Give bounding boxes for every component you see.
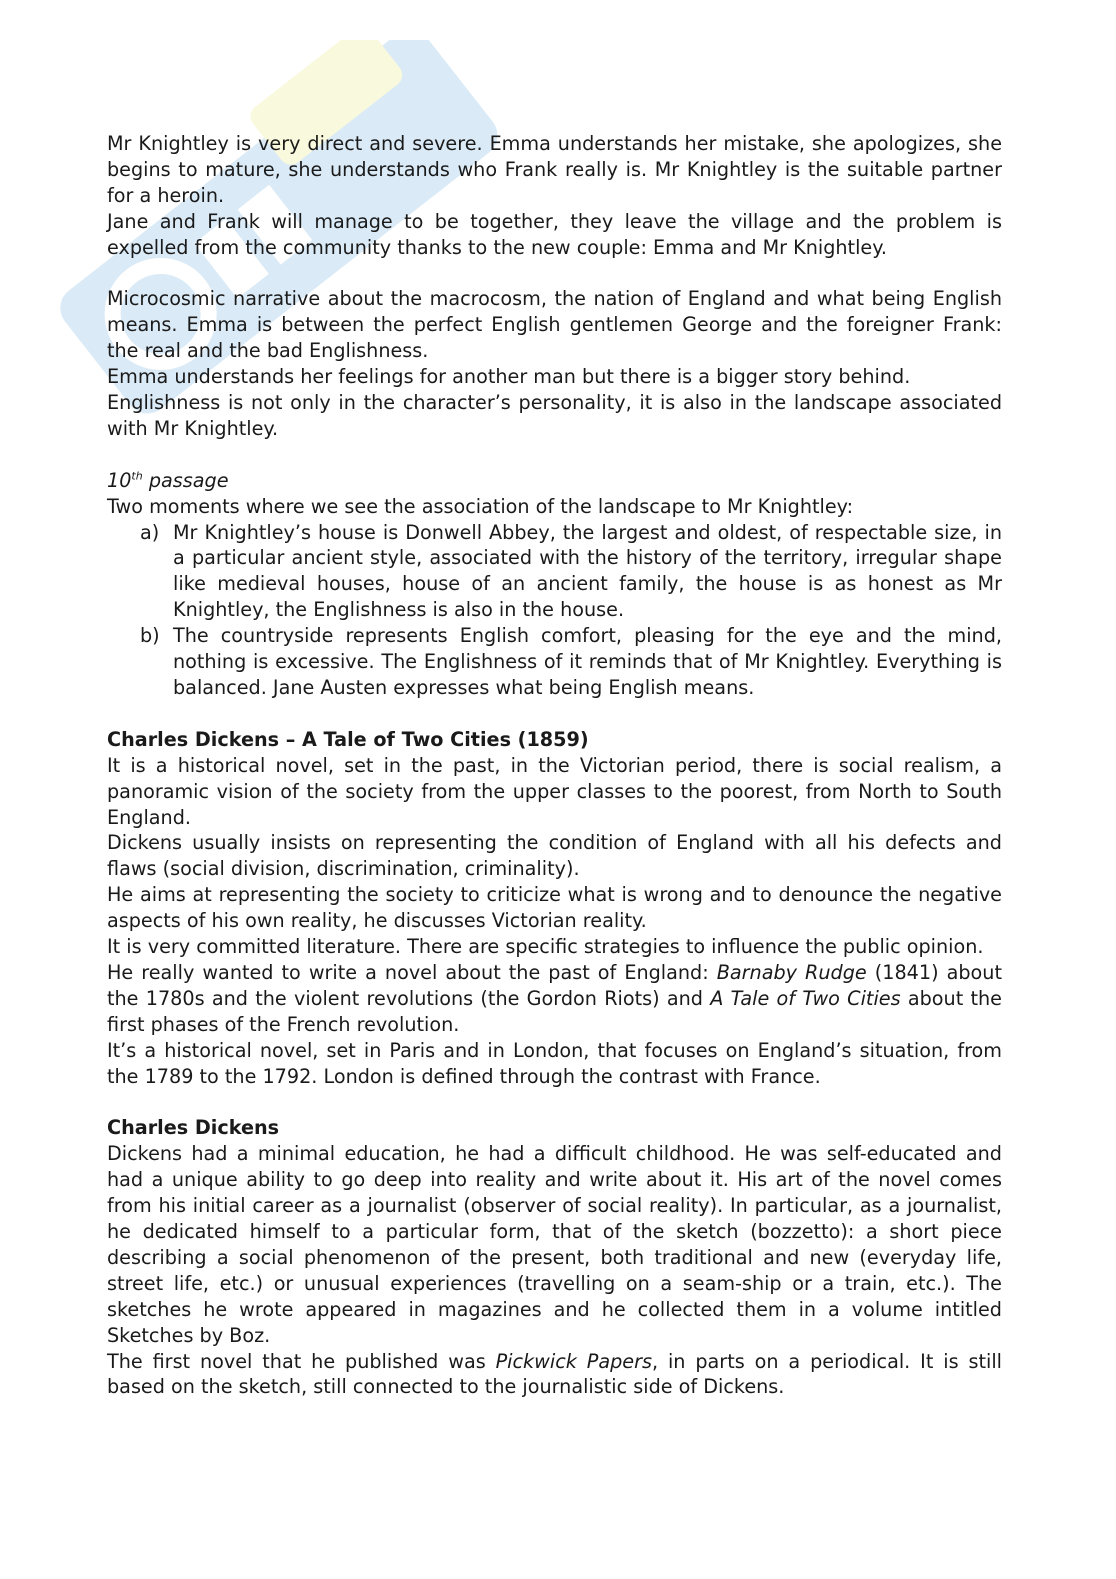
tale-paragraph-1: It is a historical novel, set in the past, in the Victorian period, there is social realism, a panoramic vision of the society from the upper classes to the poorest, from North to South England. bbox=[107, 753, 1002, 829]
tale-paragraph-5 bbox=[107, 960, 1002, 1038]
passage-subheading bbox=[107, 468, 1002, 494]
tale-paragraph-2: Dickens usually insists on representing the condition of England with all his defects and flaws (social division, discrimination, criminality). bbox=[107, 831, 1002, 881]
passage-number: 10 bbox=[107, 468, 132, 492]
passage-intro: Two moments where we see the association of the landscape to Mr Knightley: bbox=[107, 494, 854, 518]
list-item-text: Mr Knightley’s house is Donwell Abbey, the largest and oldest, of respectable size, in a particular ancient style, associated with the history of the territory, irregular shape like medieval houses, house of an ancient family, the house is as honest as Mr Knightley, the Englishness is also in the house. bbox=[173, 520, 1002, 622]
bio-p2-text-a: The first novel that he published was bbox=[107, 1349, 496, 1373]
title-pickwick-papers: Pickwick Papers bbox=[495, 1349, 652, 1373]
title-barnaby-rudge: Barnaby Rudge bbox=[716, 960, 867, 984]
emma-paragraph-3: Microcosmic narrative about the macrocosm, the nation of England and what being English means. Emma is between the perfect English gentlemen George and the foreigner Frank: the real and the bad Englishness. bbox=[107, 287, 1002, 363]
tale-p5-text-b: (1841) about the 1780s and the violent revolutions (the Gordon Riots) and bbox=[107, 960, 1002, 1010]
bio-paragraph-2 bbox=[107, 1349, 1002, 1401]
bio-p2-text-b: , in parts on a periodical. It is still based on the sketch, still connected to the journalistic side of Dickens. bbox=[107, 1349, 1003, 1399]
passage-list bbox=[107, 520, 1002, 701]
list-marker: a) bbox=[140, 520, 160, 544]
tale-paragraph-6: It’s a historical novel, set in Paris and in London, that focuses on England’s situation, from the 1789 to the 1792. London is defined through the contrast with France. bbox=[107, 1038, 1002, 1088]
list-item bbox=[107, 520, 1002, 624]
list-item bbox=[107, 623, 1002, 701]
list-marker: b) bbox=[140, 624, 160, 648]
tale-p5-text-a: He really wanted to write a novel about the past of England: bbox=[107, 960, 717, 984]
document-page bbox=[107, 131, 1002, 1400]
tale-heading: Charles Dickens – A Tale of Two Cities (1859) bbox=[107, 727, 589, 751]
tale-p5-text-c: about the first phases of the French revolution. bbox=[107, 986, 1002, 1036]
tale-paragraph-4: It is very committed literature. There are specific strategies to influence the public opinion. bbox=[107, 935, 984, 959]
emma-paragraph-5: Englishness is not only in the character’s personality, it is also in the landscape associated with Mr Knightley. bbox=[107, 391, 1002, 440]
emma-paragraph-2: Jane and Frank will manage to be together, they leave the village and the problem is expelled from the community thanks to the new couple: Emma and Mr Knightley. bbox=[107, 209, 1002, 259]
passage-ordinal-suffix: th bbox=[131, 469, 143, 483]
tale-paragraph-3: He aims at representing the society to criticize what is wrong and to denounce the negative aspects of his own reality, he discusses Victorian reality. bbox=[107, 883, 1002, 933]
title-tale-of-two-cities: A Tale of Two Cities bbox=[710, 986, 901, 1010]
emma-paragraph-1: Mr Knightley is very direct and severe. Emma understands her mistake, she apologizes, she begins to mature, she understands who Frank really is. Mr Knightley is the suitable partner for a heroin. bbox=[107, 132, 1002, 207]
emma-paragraph-4: Emma understands her feelings for another man but there is a bigger story behind. bbox=[107, 365, 911, 389]
passage-label: passage bbox=[148, 468, 229, 492]
list-item-text: The countryside represents English comfort, pleasing for the eye and the mind, nothing is excessive. The Englishness of it reminds that of Mr Knightley. Everything is balanced. Jane Austen expresses what being English means. bbox=[173, 624, 1002, 699]
bio-heading: Charles Dickens bbox=[107, 1116, 280, 1140]
bio-paragraph-1: Dickens had a minimal education, he had a difficult childhood. He was self-educated and had a unique ability to go deep into reality and write about it. His art of the novel comes from his initial career as a journalist (observer of social reality). In particular, as a journalist, he dedicated himself to a particular form, that of the sketch (bozzetto): a short piece describing a social phenomenon of the present, both traditional and new (everyday life, street life, etc.) or unusual experiences (travelling on a seam-ship or a train, etc.). The sketches he wrote appeared in magazines and he collected them in a volume intitled Sketches by Boz. bbox=[107, 1142, 1002, 1347]
